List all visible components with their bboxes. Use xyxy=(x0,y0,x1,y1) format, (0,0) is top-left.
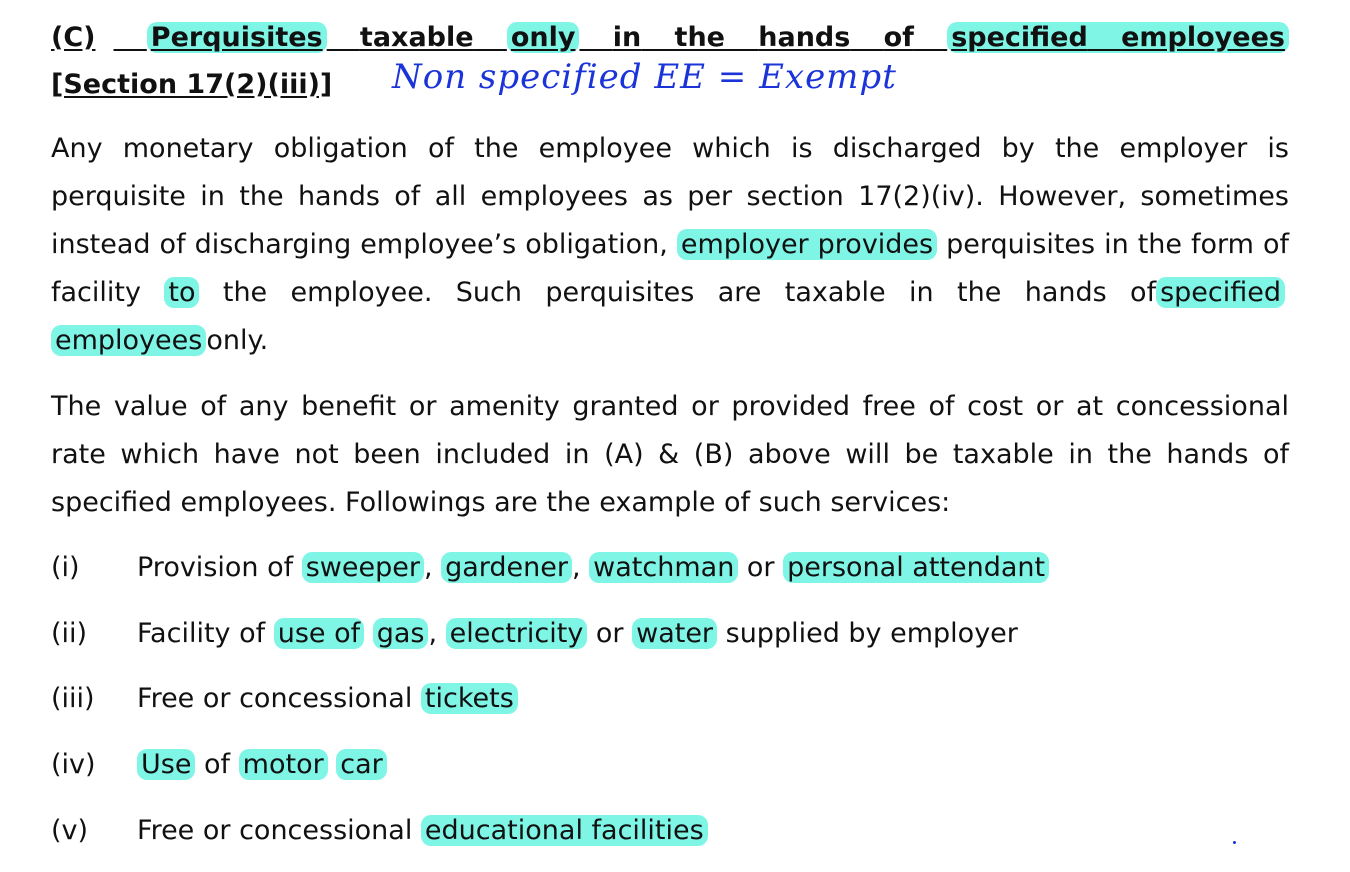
list-item-segment: , xyxy=(572,552,590,583)
handwritten-annotation: Non specified EE = Exempt xyxy=(392,57,897,97)
highlighted-phrase: car xyxy=(336,749,387,780)
list-item xyxy=(51,675,1289,723)
list-item-number: (iii) xyxy=(51,683,95,714)
highlighted-phrase: use of xyxy=(274,618,364,649)
para1-highlight-1: employer provides xyxy=(677,229,937,260)
list-item-number: (iv) xyxy=(51,749,96,780)
highlighted-phrase: gas xyxy=(373,618,429,649)
list-item xyxy=(51,544,1289,592)
list-item-segment xyxy=(328,749,337,780)
list-item-segment: , xyxy=(423,552,442,583)
list-item-segment: Provision of xyxy=(137,552,302,583)
paragraph-1 xyxy=(51,125,1289,365)
pen-dot-mark xyxy=(1233,841,1236,844)
list-item-number: (v) xyxy=(51,815,89,846)
list-item-text xyxy=(137,807,708,855)
highlighted-phrase: watchman xyxy=(589,552,738,583)
heading-word: specified xyxy=(951,22,1088,53)
list-item-segment: Free or concessional xyxy=(137,815,421,846)
heading-word: taxable xyxy=(359,22,474,53)
section-reference: [Section 17(2)(iii)] xyxy=(51,69,333,100)
list-item xyxy=(51,610,1289,658)
para1-highlight-3: specified employees xyxy=(51,277,1285,356)
list-item-text xyxy=(137,544,1049,592)
list-item-segment xyxy=(364,618,373,649)
heading-word: only xyxy=(507,22,580,53)
list-item-segment: or xyxy=(587,618,633,649)
list-item-text xyxy=(137,741,387,789)
heading-word: hands xyxy=(758,22,851,53)
heading-word: in xyxy=(612,22,642,53)
para1-text-3: the employee. Such perquisites are taxable in the hands of xyxy=(222,277,1157,308)
highlighted-phrase: motor xyxy=(239,749,328,780)
section-label: (C) xyxy=(51,22,96,53)
para1-text-2: perquisites in the form of facility xyxy=(51,229,1289,308)
heading-word: the xyxy=(674,22,725,53)
heading-highlight xyxy=(947,22,1289,53)
heading-word: employees xyxy=(1121,22,1285,53)
list-item-text xyxy=(137,610,1018,658)
para1-highlight-2: to xyxy=(164,277,199,308)
list-item-segment: , xyxy=(428,618,446,649)
para1-text-4: only. xyxy=(206,325,269,356)
heading-word: of xyxy=(883,22,914,53)
list-item xyxy=(51,741,1289,789)
list-item-segment: Facility of xyxy=(137,618,274,649)
list-item xyxy=(51,807,1289,855)
list-item-number: (ii) xyxy=(51,618,88,649)
highlighted-phrase: water xyxy=(632,618,717,649)
heading-word: Perquisites xyxy=(147,22,327,53)
list-item-segment: Free or concessional xyxy=(137,683,421,714)
list-item-number: (i) xyxy=(51,552,80,583)
list-item-segment: of xyxy=(195,749,239,780)
highlighted-phrase: gardener xyxy=(441,552,572,583)
list-item-segment: or xyxy=(738,552,784,583)
paragraph-2: The value of any benefit or amenity granted or provided free of cost or at concessional rate which have not been included in (A) & (B) above will be taxable in the hands of specified employees. Followings are the example of such services: xyxy=(51,391,1289,518)
list-item-text xyxy=(137,675,518,723)
highlighted-phrase: tickets xyxy=(421,683,518,714)
highlighted-phrase: electricity xyxy=(446,618,588,649)
highlighted-phrase: Use xyxy=(137,749,195,780)
highlighted-phrase: personal attendant xyxy=(783,552,1049,583)
para1-text-1: Any monetary obligation of the employee which is discharged by the employer is perquisite in the hands of all employees as per section 17(2)(iv). However, sometimes instead of discharging employee’s obligation, xyxy=(51,133,1289,260)
highlighted-phrase: educational facilities xyxy=(421,815,708,846)
list-item-segment: supplied by employer xyxy=(717,618,1018,649)
highlighted-phrase: sweeper xyxy=(302,552,424,583)
